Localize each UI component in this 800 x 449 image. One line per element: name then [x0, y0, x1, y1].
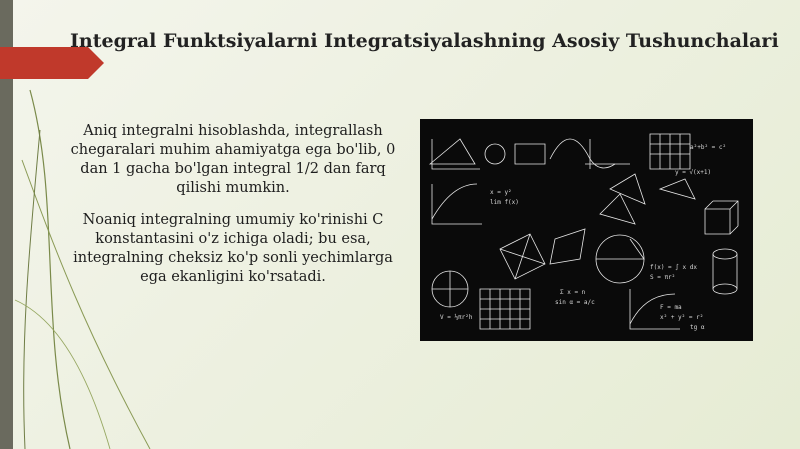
- svg-text:tg α: tg α: [690, 324, 705, 331]
- svg-text:F = ma: F = ma: [660, 304, 682, 311]
- math-blackboard-image: [420, 119, 753, 341]
- slide-body: [58, 122, 408, 300]
- svg-text:a²+b² = c²: a²+b² = c²: [690, 144, 727, 151]
- paragraph-definite-integral: Aniq integralni hisoblashda, integrallash chegaralari muhim ahamiyatga ega bo'lib, 0 dan 1 gacha bo'lgan integral 1/2 dan farq qilishi mumkin.: [70, 123, 396, 196]
- svg-text:sin α = a/c: sin α = a/c: [555, 299, 595, 306]
- svg-text:x² + y² = r²: x² + y² = r²: [660, 314, 704, 321]
- svg-text:lim f(x): lim f(x): [490, 199, 519, 206]
- svg-text:Σ x = n: Σ x = n: [560, 289, 586, 296]
- paragraph-indefinite-integral: Noaniq integralning umumiy ko'rinishi C konstantasini o'z ichiga oladi; bu esa, integralning cheksiz ko'p sonli yechimlarga ega ekanligini ko'rsatadi.: [73, 212, 393, 285]
- svg-text:x = y²: x = y²: [490, 189, 512, 196]
- svg-text:V = ⅓πr²h: V = ⅓πr²h: [440, 314, 473, 321]
- svg-text:f(x) = ∫ x dx: f(x) = ∫ x dx: [650, 264, 697, 271]
- slide-title: Integral Funktsiyalarni Integratsiyalashning Asosiy Tushunchalari: [70, 30, 779, 52]
- math-drawings-icon: [420, 119, 753, 341]
- svg-text:y = √(x+1): y = √(x+1): [675, 169, 712, 176]
- svg-text:S = πr²: S = πr²: [650, 274, 676, 281]
